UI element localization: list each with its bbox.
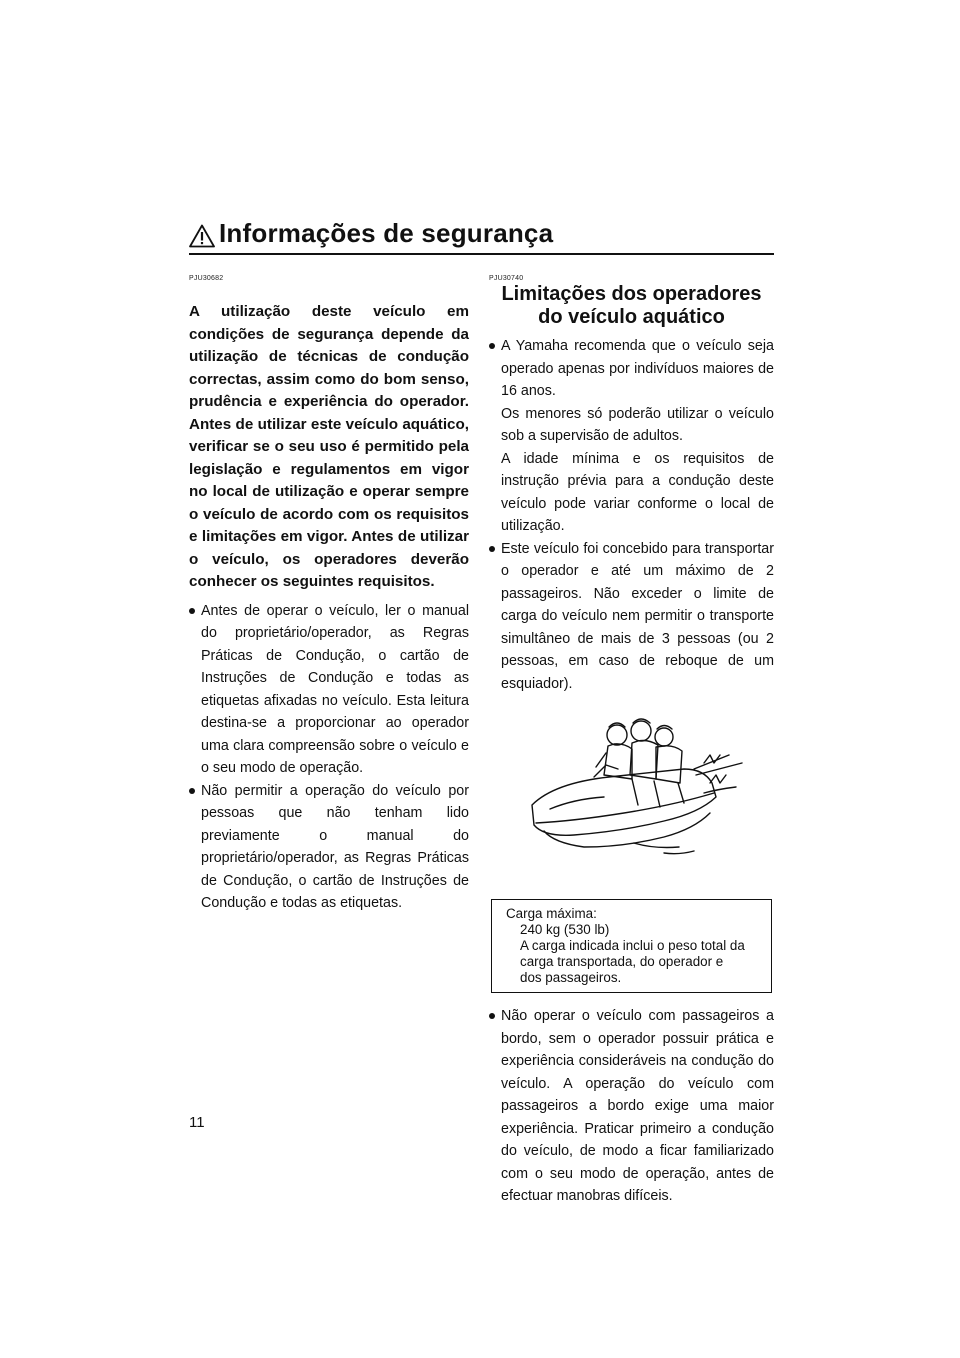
- spec-note-line: carga transportada, do operador e: [520, 954, 724, 969]
- bullet-icon: [489, 546, 495, 552]
- passenger-experience-list: [489, 1005, 774, 1208]
- spec-label: Carga máxima:: [506, 906, 597, 921]
- list-item: Antes de operar o veículo, ler o manual do proprietário/operador, as Regras Práticas de Condução, o cartão de Instruções de Condução e todas as etiquetas afixadas no veículo. Esta leitura destina-se a proporcionar ao operador uma clara compreensão sobre o veículo e o seu modo de operação.: [189, 600, 469, 780]
- watercraft-illustration: [489, 713, 774, 875]
- list-item: Este veículo foi concebido para transportar o operador e até um máximo de 2 passageiros. Não exceder o limite de carga do veículo nem permitir o transporte simultâneo de mais de 3 pessoas (ou 2 pessoas, em caso de reboque de um esquiador).: [489, 538, 774, 696]
- list-item: Não operar o veículo com passageiros a bordo, sem o operador possuir prática e experiência consideráveis na condução do veículo. A operação do veículo com passageiros a bordo exige uma maior experiência. Praticar primeiro a condução do veículo, de modo a ficar familiarizado com o seu modo de operação, antes de efectuar manobras difíceis.: [489, 1005, 774, 1208]
- bullet-icon: [489, 343, 495, 349]
- watercraft-with-riders-image: [514, 713, 744, 873]
- list-item: A Yamaha recomenda que o veículo seja operado apenas por indivíduos maiores de 16 anos. Os menores só poderão utilizar o veículo sob a supervisão de adultos. A idade mínima e os requisitos de instrução prévia para a condução deste veículo pode variar conforme o local de utilização.: [489, 335, 774, 538]
- header-rule: [189, 253, 774, 255]
- requirements-list: [189, 600, 469, 915]
- right-column: [489, 275, 774, 1208]
- section-code: PJU30682: [189, 275, 224, 282]
- operator-limits-list: [489, 335, 774, 695]
- section-code: PJU30740: [489, 275, 524, 282]
- spec-note-line: dos passageiros.: [520, 970, 622, 985]
- spec-note-line: A carga indicada inclui o peso total da: [520, 938, 745, 953]
- bullet-icon: [489, 1013, 495, 1019]
- list-item: Não permitir a operação do veículo por pessoas que não tenham lido previamente o manual do proprietário/operador, as Regras Práticas de Condução, o cartão de Instruções de Condução e todas as etiquetas.: [189, 780, 469, 915]
- page-title: Informações de segurança: [219, 218, 554, 248]
- bullet-icon: [189, 608, 195, 614]
- warning-triangle-icon: [189, 224, 215, 248]
- max-load-spec-box: [491, 899, 772, 993]
- page-number: 11: [189, 1114, 205, 1131]
- section-title: Limitações dos operadores do veículo aquático: [501, 283, 762, 328]
- left-column: [189, 275, 469, 915]
- spec-value: 240 kg (530 lb): [520, 922, 610, 937]
- intro-paragraph: A utilização deste veículo em condições de segurança depende da utilização de técnicas de condução correctas, assim como do bom senso, prudência e experiência do operador. Antes de utilizar este veículo aquático, verificar se o seu uso é permitido pela legislação e regulamentos em vigor no local de utilização e operar sempre o veículo de acordo com os requisitos e limitações em vigor. Antes de utilizar o veículo, os operadores deverão conhecer os seguintes requisitos.: [189, 303, 469, 590]
- bullet-icon: [189, 788, 195, 794]
- page-header: [189, 218, 774, 256]
